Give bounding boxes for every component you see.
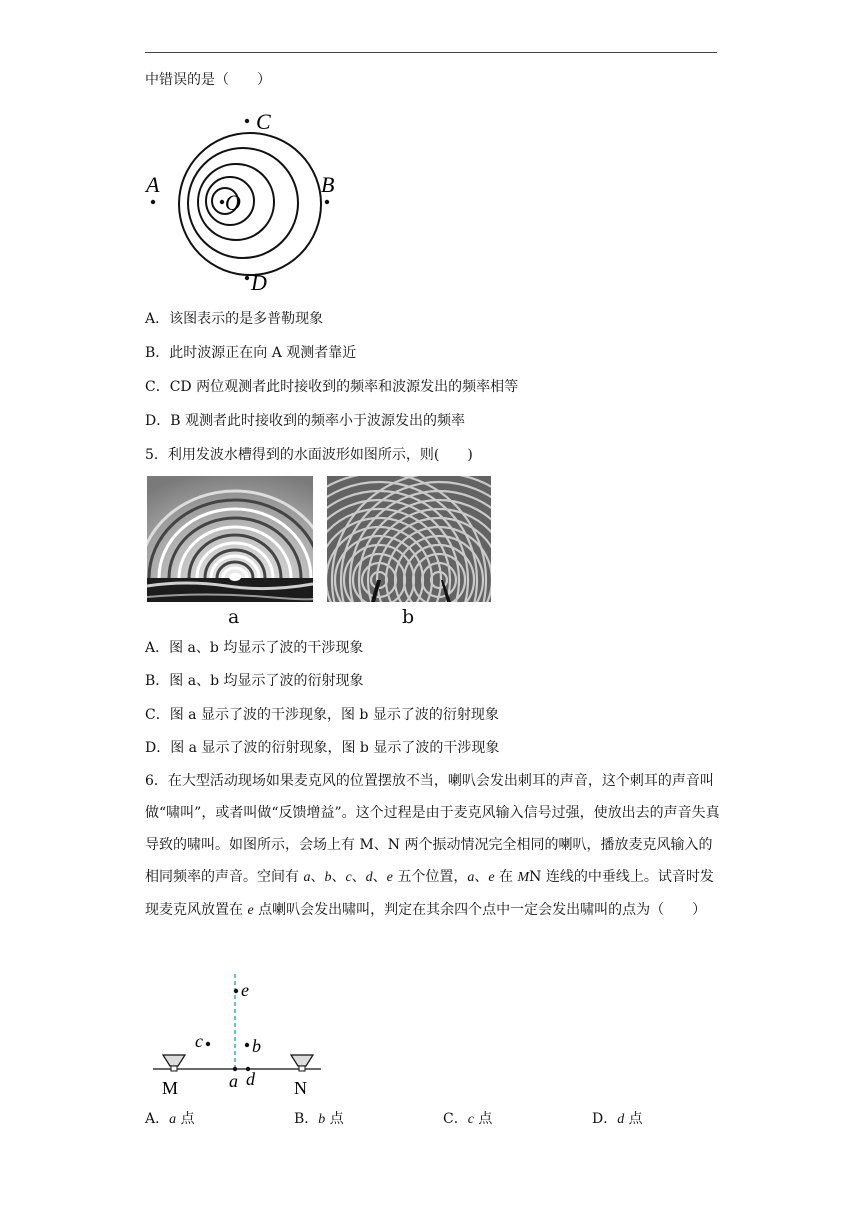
q6-option-c: C．c 点 — [443, 1111, 493, 1127]
q6-stem: 6．在大型活动现场如果麦克风的位置摆放不当，喇叭会发出刺耳的声音，这个刺耳的声音叫做“啸叫”，或者叫做“反馈增益”。这个过程是由于麦克风输入信号过强，使放出去的声音失真导致的啸叫。如图所示，会场上有 M、N 两个振动情况完全相同的喇叭，播放麦克风输入的相同频率的声音。空间有 a、b、c、d、e 五个位置，a、e 在 MN 连线的中垂线上。试音时发现麦克风放置在 e 点喇叭会发出啸叫，判定在其余四个点中一定会发出啸叫的点为（ ） — [145, 773, 720, 918]
q5-option-d: D．图 a 显示了波的衍射现象，图 b 显示了波的干涉现象 — [145, 740, 500, 756]
label-O: O — [225, 190, 241, 215]
q6-option-b: B．b 点 — [294, 1111, 344, 1127]
point-D-dot — [245, 276, 249, 280]
speaker-figure — [145, 970, 345, 1100]
label-A: A — [146, 172, 160, 197]
photo-label-a: a — [228, 606, 240, 628]
label-c: c — [195, 1031, 203, 1051]
label-e: e — [241, 980, 249, 1000]
label-M: M — [162, 1078, 179, 1098]
point-A-dot — [151, 200, 155, 204]
label-D: D — [251, 270, 267, 295]
point-B-dot — [325, 200, 329, 204]
q4-option-a: A．该图表示的是多普勒现象 — [145, 311, 324, 327]
wave-photo-b — [327, 476, 491, 602]
q5-option-c: C．图 a 显示了波的干涉现象，图 b 显示了波的衍射现象 — [145, 707, 499, 723]
q4-option-d: D．B 观测者此时接收到的频率小于波源发出的频率 — [145, 413, 465, 429]
point-C-dot — [245, 119, 249, 123]
label-B: B — [321, 172, 335, 197]
label-a: a — [229, 1071, 238, 1091]
photo-label-b: b — [402, 606, 415, 628]
wave-photo-a — [147, 476, 313, 602]
point-e-dot — [234, 989, 238, 993]
q4-stem-tail: 中错误的是（ ） — [145, 72, 271, 88]
label-C: C — [256, 109, 271, 134]
label-b: b — [252, 1036, 261, 1056]
doppler-figure — [140, 106, 380, 296]
wave-ring-5 — [179, 133, 321, 275]
q6-option-d: D．d 点 — [592, 1111, 643, 1127]
q4-option-b: B．此时波源正在向 A 观测者靠近 — [145, 345, 357, 361]
q5-stem: 5．利用发波水槽得到的水面波形如图所示，则( ) — [145, 447, 473, 463]
point-c-dot — [206, 1042, 210, 1046]
q4-option-c: C．CD 两位观测者此时接收到的频率和波源发出的频率相等 — [145, 379, 519, 395]
label-N: N — [294, 1078, 307, 1098]
point-O-dot — [220, 200, 224, 204]
q5-option-a: A．图 a、b 均显示了波的干涉现象 — [145, 640, 364, 656]
q5-option-b: B．图 a、b 均显示了波的衍射现象 — [145, 673, 364, 689]
q6-option-a: A．a 点 — [145, 1111, 195, 1127]
point-b-dot — [245, 1043, 249, 1047]
header-rule — [145, 52, 717, 53]
label-d: d — [246, 1069, 255, 1089]
